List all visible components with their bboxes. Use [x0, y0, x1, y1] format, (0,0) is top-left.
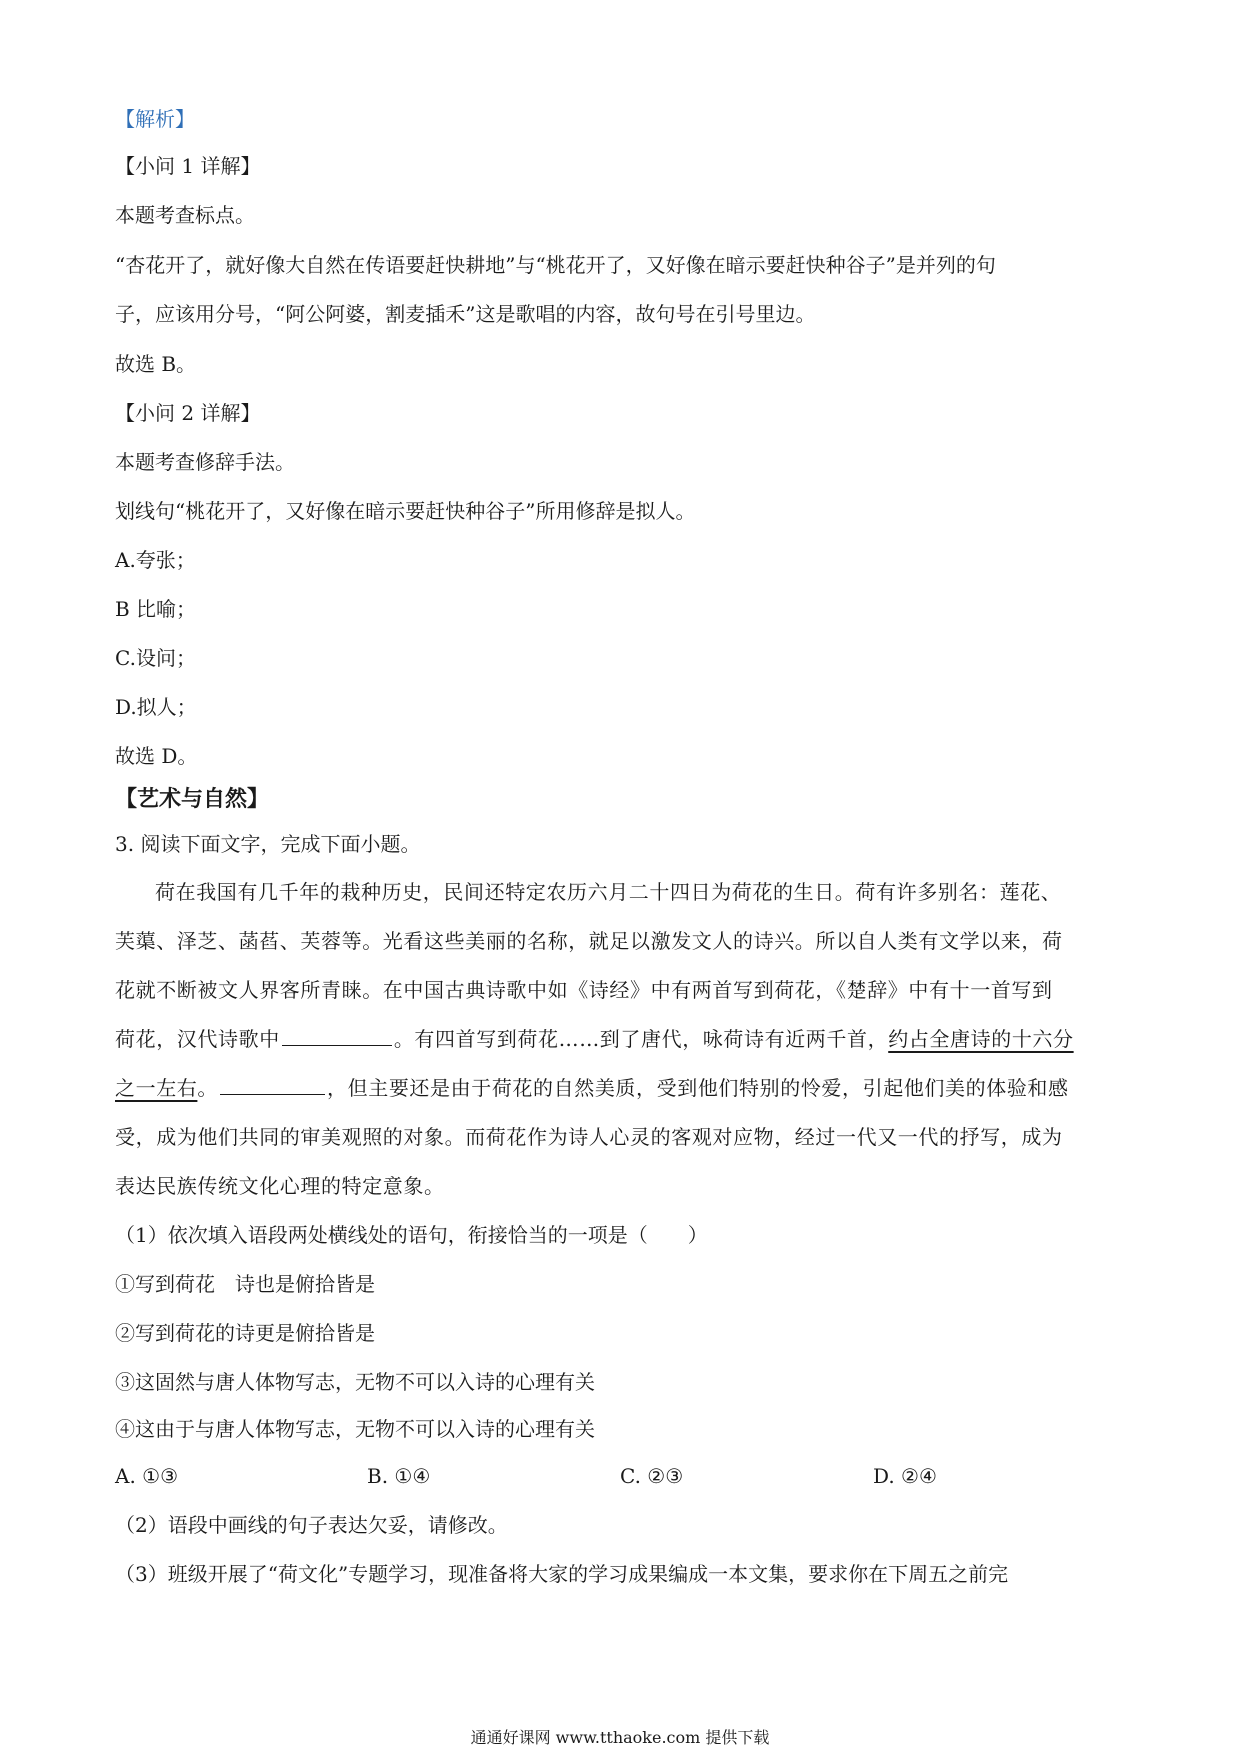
choice-4: ④这由于与唐人体物写志，无物不可以入诗的心理有关: [115, 1417, 595, 1441]
analysis-label: 【解析】: [115, 107, 195, 131]
fill-blank-2[interactable]: [220, 1074, 325, 1095]
passage-text: 荷花，汉代诗歌中: [115, 1027, 280, 1051]
option-c[interactable]: C. ②③: [620, 1464, 684, 1488]
sub-question-2: （2）语段中画线的句子表达欠妥，请修改。: [115, 1513, 508, 1537]
passage-line-2: 芙蕖、泽芝、菡萏、芙蓉等。光看这些美丽的名称，就足以激发文人的诗兴。所以自人类有文学以来，荷: [115, 929, 1063, 953]
q1-text-1: 本题考查标点。: [115, 203, 255, 227]
underlined-sentence: 之一左右: [115, 1076, 198, 1100]
choice-1: ①写到荷花 诗也是俯拾皆是: [115, 1272, 375, 1296]
section-title: 【艺术与自然】: [115, 786, 270, 812]
passage-text: ，但主要还是由于荷花的自然美质，受到他们特别的怜爱，引起他们美的体验和感: [327, 1076, 1069, 1100]
q2-text-2: 划线句“桃花开了，又好像在暗示要赶快种谷子”所用修辞是拟人。: [115, 499, 696, 523]
underlined-sentence: 约占全唐诗的十六分: [888, 1027, 1074, 1051]
passage-line-3: 花就不断被文人界客所青睐。在中国古典诗歌中如《诗经》中有两首写到荷花，《楚辞》中有十一首写到: [115, 978, 1053, 1002]
answer-options: [115, 1461, 1125, 1491]
q1-header: 【小问 1 详解】: [115, 154, 261, 178]
q1-text-3: 子，应该用分号，“阿公阿婆，割麦插禾”这是歌唱的内容，故句号在引号里边。: [115, 302, 816, 326]
option-d[interactable]: D. ②④: [873, 1464, 937, 1488]
q2-option-b: B 比喻；: [115, 597, 197, 621]
passage-line-5: [115, 1073, 1125, 1103]
q1-answer: 故选 B。: [115, 352, 197, 376]
passage-line-1: 荷在我国有几千年的栽种历史，民间还特定农历六月二十四日为荷花的生日。荷有许多别名：莲花、: [155, 880, 1062, 904]
passage-text: 。: [197, 1076, 219, 1100]
q2-text-1: 本题考查修辞手法。: [115, 450, 295, 474]
q1-text-2: “杏花开了，就好像大自然在传语要赶快耕地”与“桃花开了，又好像在暗示要赶快种谷子”是并列的句: [115, 253, 996, 277]
sub-question-3: （3）班级开展了“荷文化”专题学习，现准备将大家的学习成果编成一本文集，要求你在下周五之前完: [115, 1562, 1009, 1586]
footer-watermark: 通通好课网 www.tthaoke.com 提供下载: [470, 1728, 770, 1747]
passage-line-7: 表达民族传统文化心理的特定意象。: [115, 1174, 445, 1198]
sub-question-1: （1）依次填入语段两处横线处的语句，衔接恰当的一项是（ ）: [115, 1223, 708, 1247]
passage-line-6: 受，成为他们共同的审美观照的对象。而荷花作为诗人心灵的客观对应物，经过一代又一代的抒写，成为: [115, 1125, 1063, 1149]
q2-option-a: A.夸张；: [115, 548, 196, 572]
choice-3: ③这固然与唐人体物写志，无物不可以入诗的心理有关: [115, 1370, 595, 1394]
option-a[interactable]: A. ①③: [115, 1464, 179, 1488]
fill-blank-1[interactable]: [282, 1025, 392, 1046]
q2-option-c: C.设问；: [115, 646, 196, 670]
q2-option-d: D.拟人；: [115, 695, 197, 719]
choice-2: ②写到荷花的诗更是俯拾皆是: [115, 1321, 375, 1345]
q3-prompt: 3. 阅读下面文字，完成下面小题。: [115, 832, 421, 856]
passage-line-4: [115, 1024, 1125, 1054]
q2-answer: 故选 D。: [115, 744, 198, 768]
passage-text: 。有四首写到荷花……到了唐代，咏荷诗有近两千首，: [393, 1027, 889, 1051]
option-b[interactable]: B. ①④: [367, 1464, 431, 1488]
q2-header: 【小问 2 详解】: [115, 401, 261, 425]
